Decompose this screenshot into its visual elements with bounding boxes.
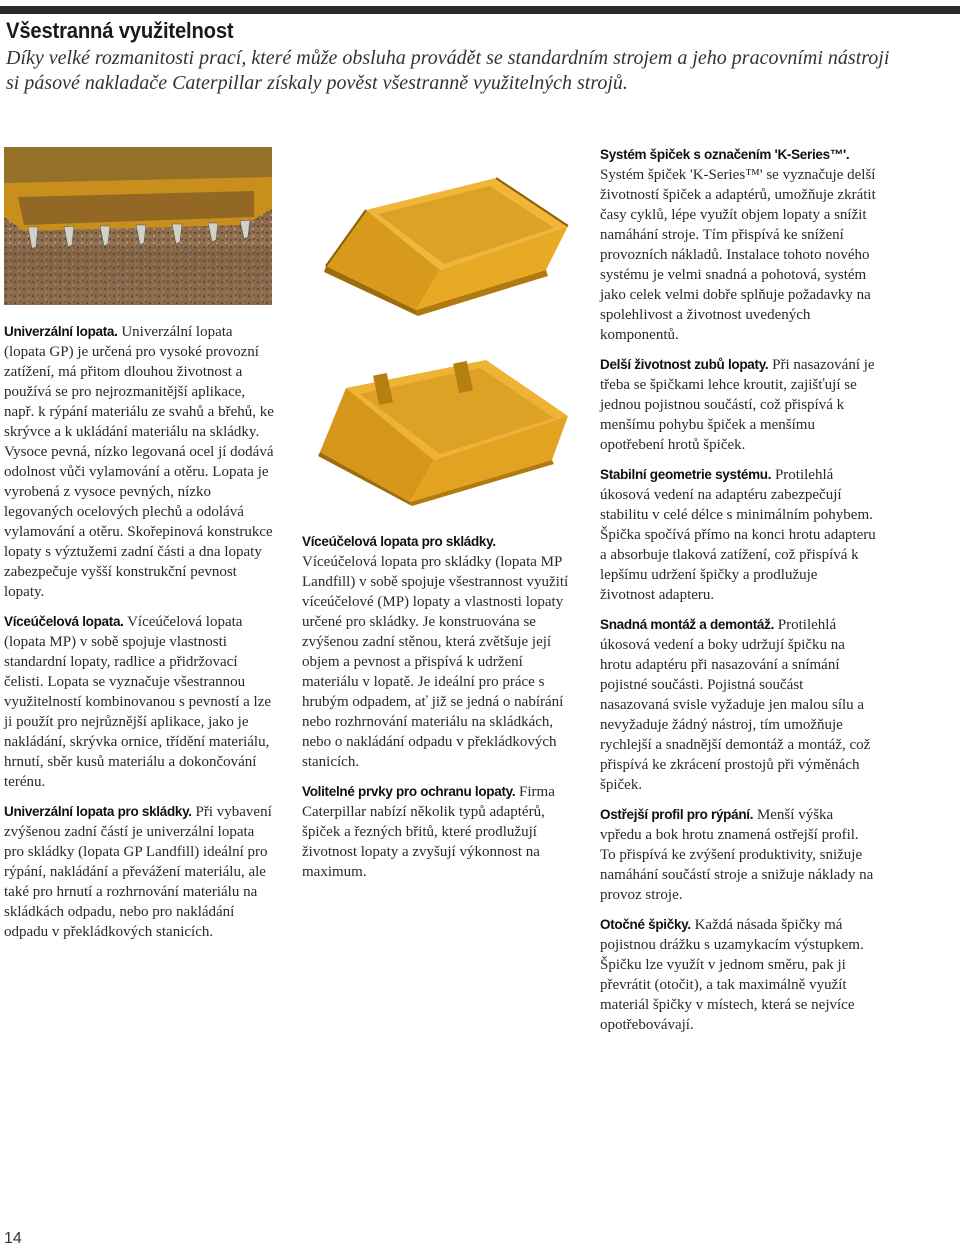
text-k-series: Systém špiček 'K-Series™' se vyznačuje delší životností špiček a adaptérů, umožňuje zkrátit časy cyklů, lépe využít objem lopaty a snížit namáhání stroje. Tím přispívá ke snížení provozních nákladů. Instalace tohoto nového systému je velmi snadná a pohotová, systém jako celek velmi dobře splňuje požadavky na spolehlivost a životnost uvedených komponentů.	[600, 167, 876, 343]
text-gp-landfill: Při vybavení zvýšenou zadní částí je univerzální lopata pro skládky (lopata GP Landfill) ideální pro rýpání, nakládání a převážení materiálu, ale také pro hrnutí a rozhrnování materiálu na skládkách odpadu, nebo pro nakládání odpadu v překládkových stanicích.	[4, 804, 272, 940]
text-mp-landfill: Víceúčelová lopata pro skládky (lopata MP Landfill) v sobě spojuje všestrannost využití víceúčelové (MP) lopaty a vlastnosti lopaty určené pro skládky. Je konstruována se zvýšenou zadní stěnou, která zvětšuje její objem a pevnost a přispívá k udržení materiálu v lopatě. Je ideální pro práce s hrubým odpadem, ať již se jedná o nabírání nebo rozhrnování materiálu na skládkách, nebo o nakládání odpadu v překládkových stanicích.	[302, 554, 569, 770]
paragraph-k-series	[600, 145, 876, 345]
paragraph-gp-bucket	[4, 322, 276, 602]
paragraph-stable-geometry	[600, 465, 876, 605]
text-tooth-life: Při nasazování je třeba se špičkami lehce kroutit, zajišťují se jednou pojistnou součástí, což přispívá k menšímu pohybu špiček a menšímu opotřebení hrotů špiček.	[600, 357, 875, 453]
bucket-digging-photo	[4, 147, 272, 305]
landfill-bucket-image	[306, 356, 572, 506]
lead-mp-bucket: Víceúčelová lopata.	[4, 614, 124, 629]
text-protection: Firma Caterpillar nabízí několik typů adaptérů, špiček a řezných břitů, které prodlužují životnost lopaty a zvyšují výkonnost na maximum.	[302, 784, 555, 880]
lead-k-series: Systém špiček s označením 'K-Series™'.	[600, 147, 850, 162]
top-rule-bar	[0, 6, 960, 14]
text-sharper-profile: Menší výška vpředu a bok hrotu znamená ostřejší profil. To přispívá ke zvýšení produktivity, snižuje namáhání součástí stroje a snižuje náklady na provoz stroje.	[600, 807, 874, 903]
text-easy-mounting: Protilehlá úkosová vedení a boky udržují špičku na hrotu adaptéru při nasazování a snímání pojistné součásti. Pojistná součást nasazovaná svisle vyžaduje jen malou sílu a nevyžaduje žádný nástroj, tím umožňuje rychlejší a snadnější demontáž a montáž, což přispívá ke zkrácení prostojů při výměnách špiček.	[600, 617, 871, 793]
paragraph-reversible-tips	[600, 915, 876, 1035]
column-left	[4, 322, 276, 952]
page-number: 14	[4, 1230, 22, 1247]
lead-protection: Volitelné prvky pro ochranu lopaty.	[302, 784, 516, 799]
lead-stable-geometry: Stabilní geometrie systému.	[600, 467, 772, 482]
paragraph-protection	[302, 782, 574, 882]
lead-gp-landfill: Univerzální lopata pro skládky.	[4, 804, 192, 819]
lead-tooth-life: Delší životnost zubů lopaty.	[600, 357, 769, 372]
lead-easy-mounting: Snadná montáž a demontáž.	[600, 617, 775, 632]
column-middle	[302, 532, 574, 892]
paragraph-mp-landfill	[302, 532, 574, 772]
lead-gp-bucket: Univerzální lopata.	[4, 324, 118, 339]
paragraph-tooth-life	[600, 355, 876, 455]
multi-purpose-bucket-image	[306, 170, 572, 320]
column-right	[600, 145, 876, 1045]
top-rule	[0, 0, 960, 14]
lead-reversible-tips: Otočné špičky.	[600, 917, 691, 932]
paragraph-gp-landfill	[4, 802, 276, 942]
lead-sharper-profile: Ostřejší profil pro rýpání.	[600, 807, 754, 822]
page-title: Všestranná využitelnost	[6, 18, 234, 43]
paragraph-mp-bucket	[4, 612, 276, 792]
paragraph-sharper-profile	[600, 805, 876, 905]
text-stable-geometry: Protilehlá úkosová vedení na adaptéru zabezpečují stabilitu v celé délce s minimálním pohybem. Špička spočívá přímo na konci hrotu adapteru a absorbuje tlaková zatížení, což přispívá k lepšímu udržení špičky a prodlužuje životnost adapteru.	[600, 467, 876, 603]
text-gp-bucket: Univerzální lopata (lopata GP) je určená pro vysoké provozní zatížení, má přitom dlouhou životnost a používá se pro nejrozmanitější aplikace, např. k rýpání materiálu ze svahů a břehů, ke skrývce a k ukládání materiálu na skládky. Vysoce pevná, nízko legovaná ocel jí dodává odolnost vůči vylamování a otěru. Lopata je vyrobená z vysoce pevných, nízko legovaných ocelových plechů a odolává vylamování a otěru. Skořepinová konstrukce lopaty s výztužemi zadní části a dna lopaty zabezpečuje vyšší konstrukční pevnost lopaty.	[4, 324, 274, 600]
lead-mp-landfill: Víceúčelová lopata pro skládky.	[302, 534, 496, 549]
text-mp-bucket: Víceúčelová lopata (lopata MP) v sobě spojuje vlastnosti standardní lopaty, radlice a přidržovací čelisti. Lopata se vyznačuje všestrannou využitelností kombinovanou s pevností a lze ji použít pro nejrůznější aplikace, jako je nakládání, skrývka ornice, třídění materiálu, hrnutí, sběr kusů materiálu a dokončování terénu.	[4, 614, 272, 790]
intro-text: Díky velké rozmanitosti prací, které může obsluha provádět se standardním strojem a jeho pracovními nástroji si pásové nakladače Caterpillar získaly pověst všestranně využitelných strojů.	[6, 47, 890, 94]
paragraph-easy-mounting	[600, 615, 876, 795]
text-reversible-tips: Každá násada špičky má pojistnou drážku s uzamykacím výstupkem. Špičku lze využít v jednom směru, pak ji převrátit (otočit), a tak maximálně využít materiál špičky v místech, která se nejvíce opotřebovávají.	[600, 917, 864, 1033]
